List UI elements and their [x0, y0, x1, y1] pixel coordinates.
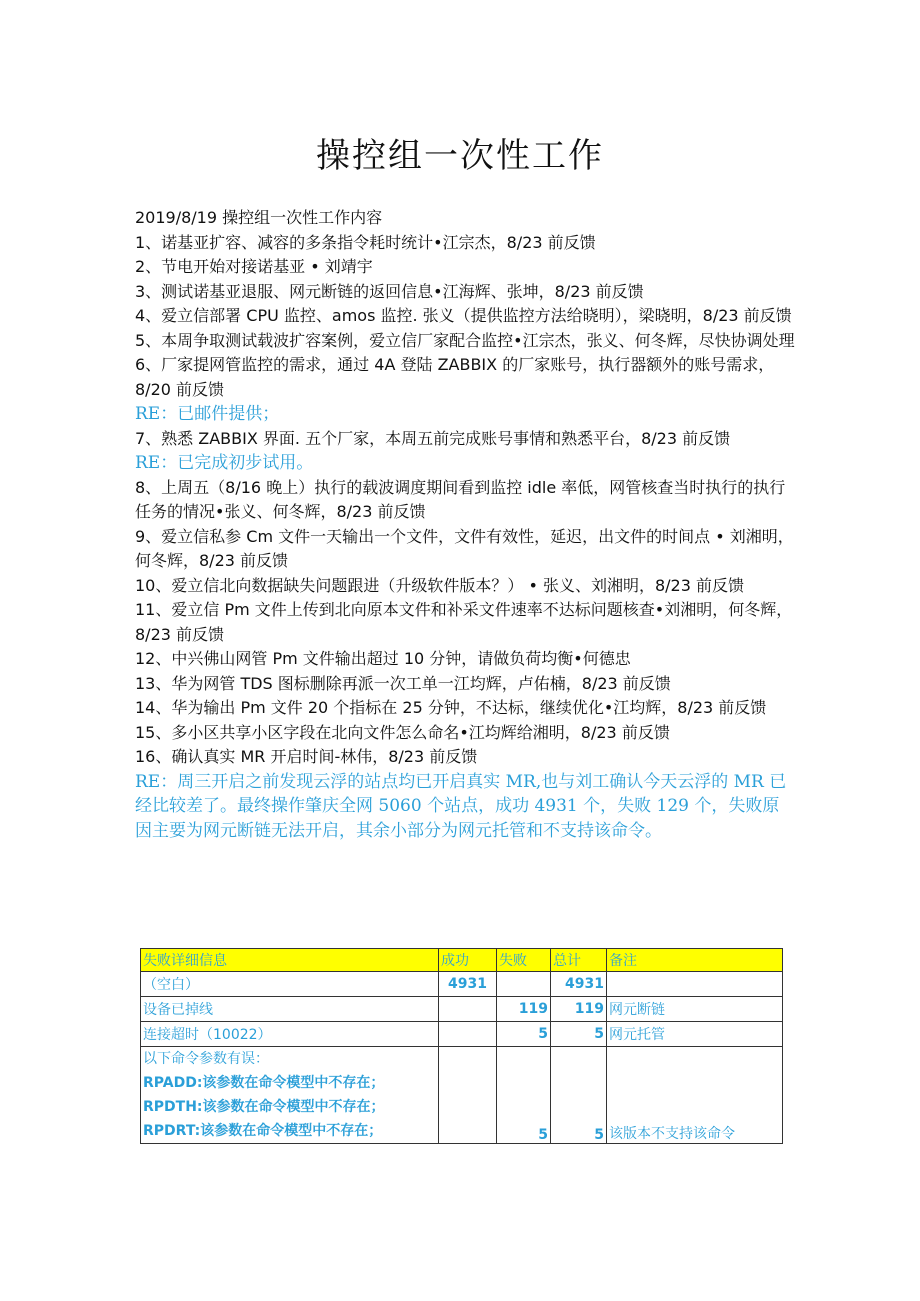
- list-item: 14、华为输出 Pm 文件 20 个指标在 25 分钟，不达标，继续优化•江均辉，8/23 前反馈: [135, 698, 767, 717]
- fail-cell: 5: [497, 1022, 551, 1047]
- reply-note: RE：周三开启之前发现云浮的站点均已开启真实 MR,也与刘工确认今天云浮的 MR 已经比较差了。最终操作肇庆全网 5060 个站点，成功 4931 个，失败 129 个，失败原因主要为网元断链无法开启，其余小部分为网元托管和不支持该命令。: [135, 771, 787, 841]
- list-item: 5、本周争取测试载波扩容案例，爱立信厂家配合监控•江宗杰，张义、何冬辉，尽快协调处理: [135, 330, 795, 350]
- list-item: 10、爱立信北向数据缺失问题跟进（升级软件版本？） • 张义、刘湘明，8/23 前反馈: [135, 575, 744, 595]
- header-cell: 失败: [497, 949, 551, 972]
- success-cell: [439, 1047, 497, 1144]
- note-cell: 网元断链: [607, 997, 783, 1022]
- success-cell: [439, 1022, 497, 1047]
- success-cell: [439, 997, 497, 1022]
- header-cell: 总计: [551, 949, 607, 972]
- header-cell: 成功: [439, 949, 497, 972]
- info-line: 以下命令参数有误：: [143, 1051, 269, 1067]
- list-item: 15、多小区共享小区字段在北向文件怎么命名•江均辉给湘明，8/23 前反馈: [135, 722, 670, 742]
- fail-cell: 119: [497, 997, 551, 1022]
- table-row: [141, 1047, 783, 1144]
- list-item: 6、厂家提网管监控的需求，通过 4A 登陆 ZABBIX 的厂家账号，执行器额外的账号需求，8/20 前反馈: [135, 355, 775, 399]
- list-item: 8、上周五（8/16 晚上）执行的载波调度期间看到监控 idle 率低，网管核查当时执行的执行任务的情况•张义、何冬辉，8/23 前反馈: [135, 477, 786, 521]
- list-item: 12、中兴佛山网管 Pm 文件输出超过 10 分钟，请做负荷均衡•何德忠: [135, 649, 631, 668]
- total-cell: 5: [551, 1022, 607, 1047]
- success-cell: 4931: [439, 972, 497, 997]
- table-row: [141, 972, 783, 997]
- info-cell: [141, 1047, 439, 1144]
- table-row: [141, 1022, 783, 1047]
- fail-cell: 5: [497, 1047, 551, 1144]
- list-item: 11、爱立信 Pm 文件上传到北向原本文件和补采文件速率不达标问题核查•刘湘明，何冬辉，8/23 前反馈: [135, 600, 793, 644]
- list-item: 9、爱立信私参 Cm 文件一天输出一个文件，文件有效性，延迟，出文件的时间点 • 刘湘明，何冬辉，8/23 前反馈: [135, 526, 794, 570]
- total-cell: 5: [551, 1047, 607, 1144]
- info-line: RPDRT:该参数在命令模型中不存在；: [143, 1123, 383, 1139]
- failure-table: [140, 948, 783, 1144]
- list-item: 7、熟悉 ZABBIX 界面. 五个厂家，本周五前完成账号事情和熟悉平台，8/23 前反馈: [135, 428, 731, 448]
- info-line: RPDTH:该参数在命令模型中不存在；: [143, 1099, 385, 1115]
- info-line: RPADD:该参数在命令模型中不存在；: [143, 1075, 385, 1091]
- info-cell: 连接超时（10022）: [141, 1022, 439, 1047]
- page-title: 操控组一次性工作: [316, 136, 604, 176]
- fail-cell: [497, 972, 551, 997]
- header-cell: 失败详细信息: [141, 949, 439, 972]
- info-cell: 设备已掉线: [141, 997, 439, 1022]
- list-item: 4、爱立信部署 CPU 监控、amos 监控. 张义（提供监控方法给晓明），梁晓明，8/23 前反馈: [135, 306, 792, 325]
- list-item: 13、华为网管 TDS 图标删除再派一次工单一江均辉，卢佑楠，8/23 前反馈: [135, 673, 671, 693]
- reply-note: RE：已邮件提供；: [135, 404, 280, 424]
- total-cell: 119: [551, 997, 607, 1022]
- table-header-row: [141, 949, 783, 972]
- info-cell: （空白）: [141, 972, 439, 997]
- note-cell: [607, 972, 783, 997]
- reply-note: RE：已完成初步试用。: [135, 453, 314, 473]
- total-cell: 4931: [551, 972, 607, 997]
- list-item: 1、诺基亚扩容、减容的多条指令耗时统计•江宗杰，8/23 前反馈: [135, 232, 596, 252]
- document-body: [135, 206, 795, 843]
- list-item: 16、确认真实 MR 开启时间-林伟，8/23 前反馈: [135, 747, 478, 766]
- list-item: 3、测试诺基亚退服、网元断链的返回信息•江海辉、张坤，8/23 前反馈: [135, 281, 644, 301]
- note-cell: 该版本不支持该命令: [607, 1047, 783, 1144]
- note-cell: 网元托管: [607, 1022, 783, 1047]
- header-cell: 备注: [607, 949, 783, 972]
- table-row: [141, 997, 783, 1022]
- list-item: 2、节电开始对接诺基亚 • 刘靖宇: [135, 257, 373, 276]
- subtitle: 2019/8/19 操控组一次性工作内容: [135, 208, 383, 227]
